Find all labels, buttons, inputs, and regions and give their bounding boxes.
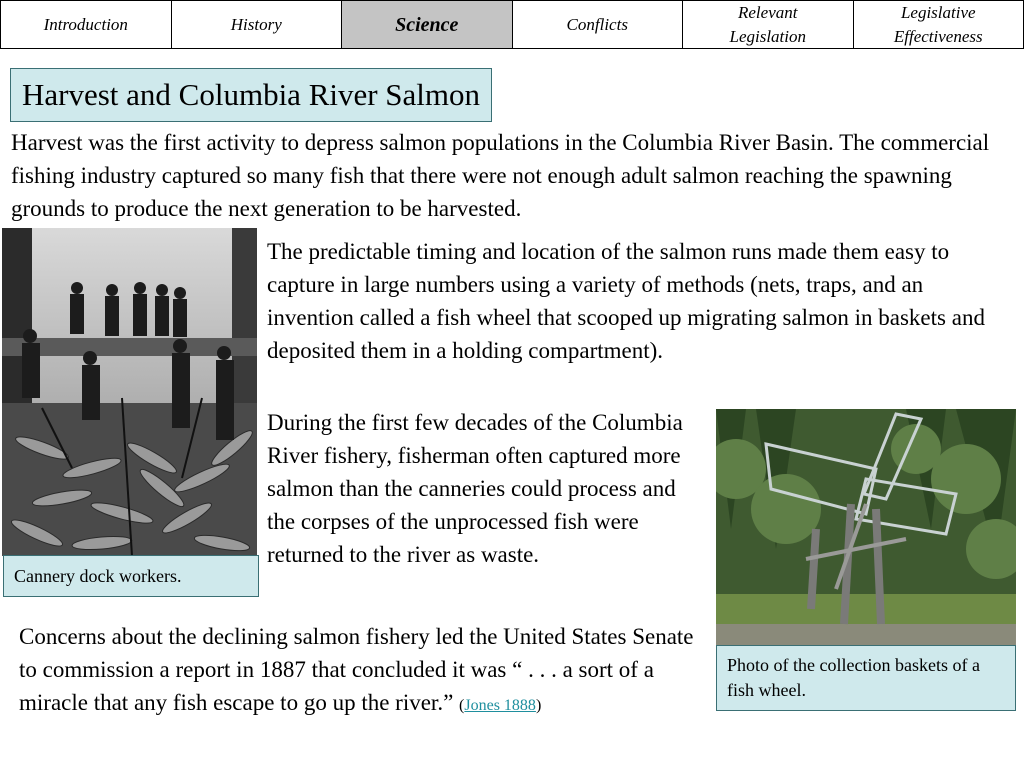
tab-introduction-label: Introduction [43,14,128,34]
waste-paragraph: During the first few decades of the Columbia River fishery, fisherman often captured more salmon than the canneries could process and the corpses of the unprocessed fish were returned to the river as waste. [267,410,683,567]
senate-report-text: Concerns about the declining salmon fishery led the United States Senate to commission a report in 1887 that concluded it was “ . . . a sort of a miracle that any fish escape to go up the river.” [19,624,694,715]
tab-conflicts[interactable] [512,0,684,49]
tab-legislative-effectiveness-label [894,1,983,49]
tab-legislative-effectiveness[interactable] [853,0,1024,49]
tab-science-label: Science [395,13,459,36]
intro-paragraph: Harvest was the first activity to depress salmon populations in the Columbia River Basin. The commercial fishing industry captured so many fish that there were not enough adult salmon reaching the spawning grounds to produce the next generation to be harvested. [11,130,990,221]
citation-close: ) [535,697,542,714]
tab-conflicts-label: Conflicts [566,14,628,34]
citation [459,697,541,714]
fish-wheel-illustration [716,409,1016,645]
tab-label-line: Legislative [900,2,976,22]
methods-paragraph: The predictable timing and location of the salmon runs made them easy to capture in large numbers using a variety of methods (nets, traps, and an invention called a fish wheel that scooped up migrating salmon in baskets and deposited them in a holding compartment). [267,239,985,363]
tab-science[interactable] [341,0,513,49]
tab-relevant-legislation[interactable] [682,0,854,49]
tab-relevant-legislation-label [729,1,806,49]
tab-history-label: History [230,14,282,34]
tab-history[interactable] [171,0,343,49]
page-title: Harvest and Columbia River Salmon [10,68,492,122]
senate-report-paragraph [19,620,699,722]
tab-label-line: Legislation [729,26,806,46]
tab-introduction[interactable] [0,0,172,49]
tab-label-line: Effectiveness [893,26,983,46]
fish-wheel-caption: Photo of the collection baskets of a fish wheel. [716,645,1016,711]
cannery-dock-photo [2,228,257,556]
cannery-dock-caption: Cannery dock workers. [3,555,259,597]
cannery-dock-illustration [2,228,257,556]
fish-wheel-photo [716,409,1016,645]
jones-1888-link[interactable]: Jones 1888 [464,697,536,714]
tab-label-line: Relevant [738,2,798,22]
top-navigation [0,0,1024,51]
citation-open: ( [459,697,465,714]
